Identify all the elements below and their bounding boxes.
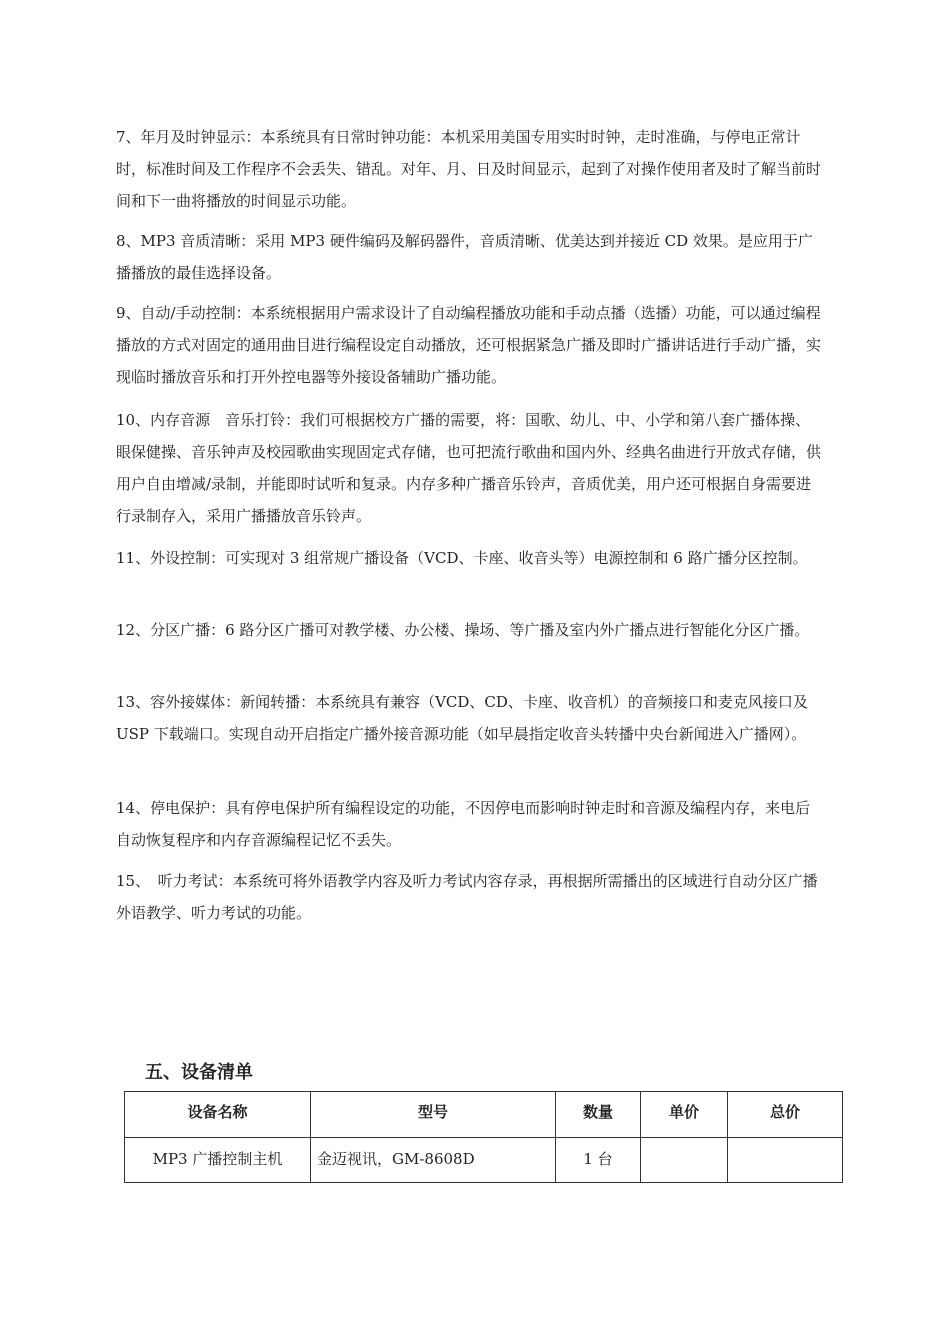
cell-unit-price <box>641 1138 728 1183</box>
paragraph-peripheral-control: 11、外设控制：可实现对 3 组常规广播设备（VCD、卡座、收音头等）电源控制和 6 路广播分区控制。 <box>116 549 808 567</box>
paragraph-auto-manual-control: 9、自动/手动控制：本系统根据用户需求设计了自动编程播放功能和手动点播（选播）功能，可以通过编程播放的方式对固定的通用曲目进行编程设定自动播放，还可根据紧急广播及即时广播讲话进行手动广播，实现临时播放音乐和打开外控电器等外接设备辅助广播功能。 <box>116 304 822 386</box>
cell-model: 金迈视讯，GM-8608D <box>311 1138 556 1183</box>
header-unit-price: 单价 <box>641 1092 728 1138</box>
section-title-equipment-list: 五、设备清单 <box>145 1062 253 1083</box>
cell-quantity: 1 台 <box>556 1138 641 1183</box>
table-header-row <box>125 1092 843 1138</box>
paragraph-zone-broadcast: 12、分区广播：6 路分区广播可对教学楼、办公楼、操场、等广播及室内外广播点进行智能化分区广播。 <box>116 621 810 639</box>
header-model: 型号 <box>311 1092 556 1138</box>
paragraph-clock-display: 7、年月及时钟显示：本系统具有日常时钟功能：本机采用美国专用实时时钟，走时准确，与停电正常计时，标准时间及工作程序不会丢失、错乱。对年、月、日及时间显示，起到了对操作使用者及时了解当前时间和下一曲将播放的时间显示功能。 <box>116 128 822 210</box>
cell-total-price <box>728 1138 843 1183</box>
header-total-price: 总价 <box>728 1092 843 1138</box>
header-device-name: 设备名称 <box>125 1092 311 1138</box>
paragraph-external-media: 13、容外接媒体：新闻转播：本系统具有兼容（VCD、CD、卡座、收音机）的音频接口和麦克风接口及 USP 下载端口。实现自动开启指定广播外接音源功能（如早晨指定收音头转播中央台新闻进入广播网）。 <box>116 693 808 743</box>
paragraph-memory-music-bell: 10、内存音源 音乐打铃：我们可根据校方广播的需要，将：国歌、幼儿、中、小学和第八套广播体操、眼保健操、音乐钟声及校园歌曲实现固定式存储，也可把流行歌曲和国内外、经典名曲进行开放式存储，供用户自由增减/录制，并能即时试听和复录。内存多种广播音乐铃声，音质优美，用户还可根据自身需要进行录制存入，采用广播播放音乐铃声。 <box>116 411 822 525</box>
header-quantity: 数量 <box>556 1092 641 1138</box>
equipment-table <box>124 1091 843 1183</box>
table-row <box>125 1138 843 1183</box>
cell-device-name: MP3 广播控制主机 <box>125 1138 311 1183</box>
paragraph-power-protection: 14、停电保护：具有停电保护所有编程设定的功能，不因停电而影响时钟走时和音源及编程内存，来电后自动恢复程序和内存音源编程记忆不丢失。 <box>116 799 811 849</box>
paragraph-mp3-quality: 8、MP3 音质清晰：采用 MP3 硬件编码及解码器件，音质清晰、优美达到并接近 CD 效果。是应用于广播播放的最佳选择设备。 <box>116 232 813 282</box>
paragraph-listening-test: 15、 听力考试：本系统可将外语教学内容及听力考试内容存录，再根据所需播出的区域进行自动分区广播外语教学、听力考试的功能。 <box>116 872 818 922</box>
